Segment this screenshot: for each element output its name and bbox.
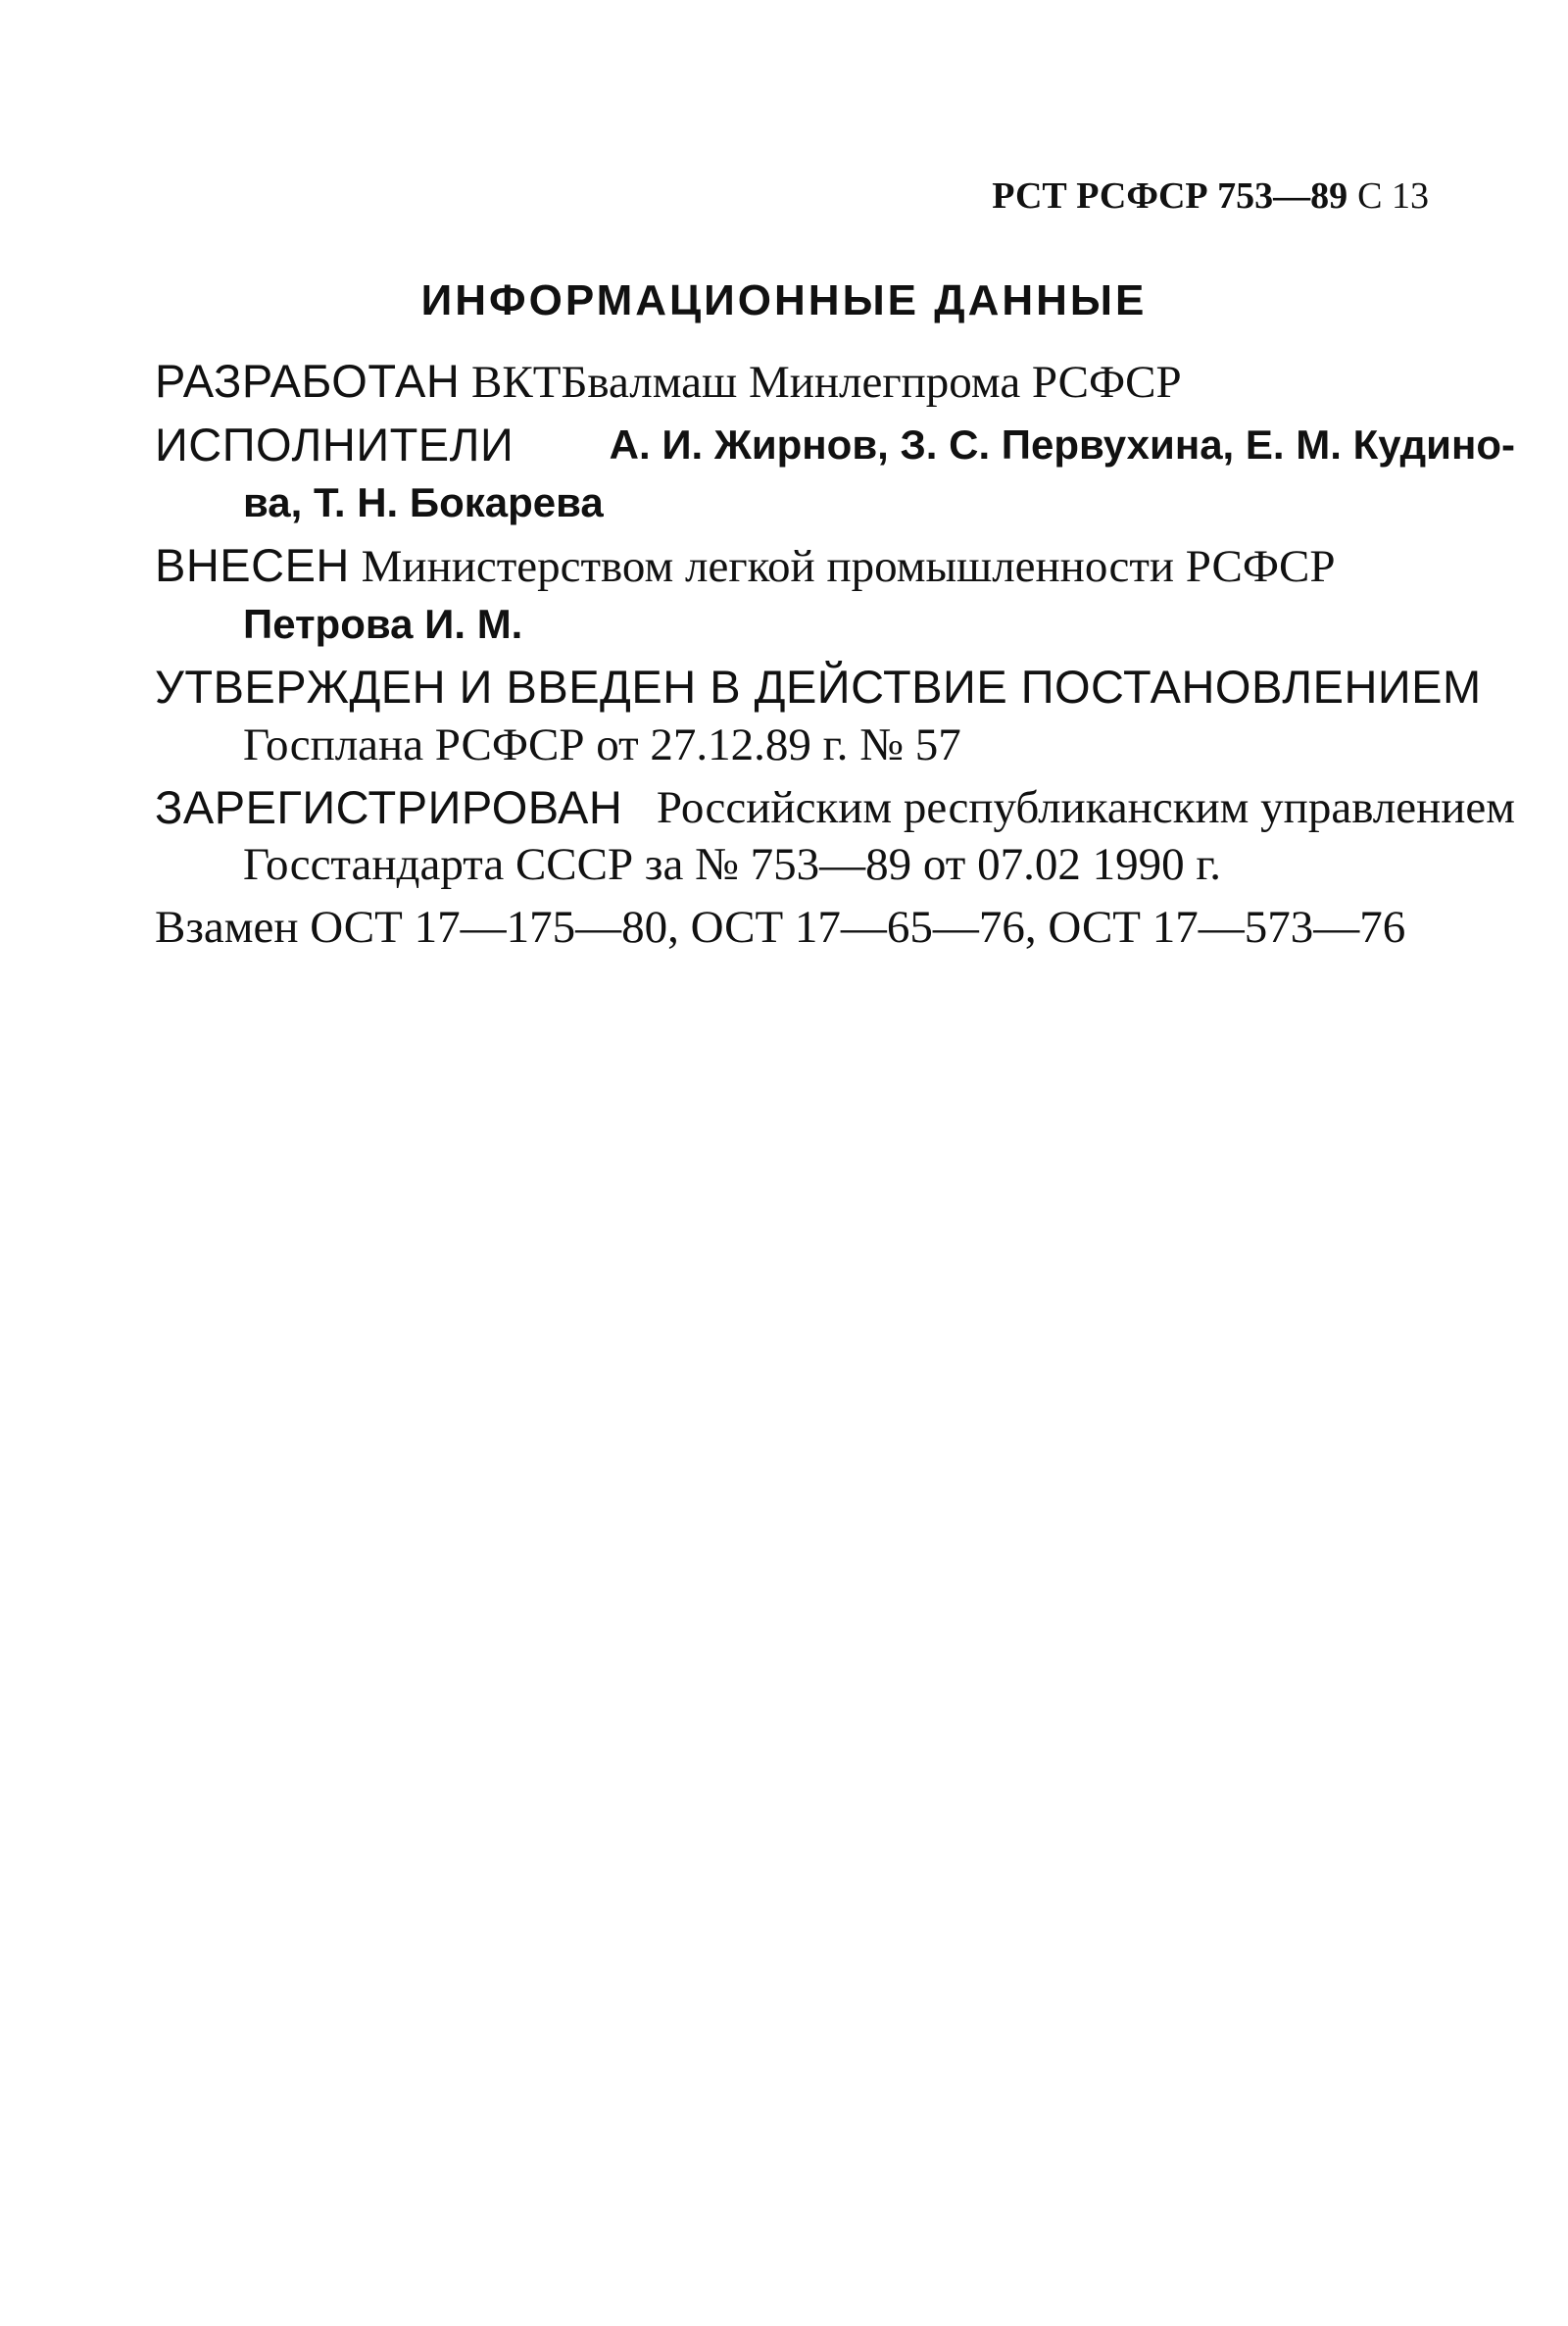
developed-value: ВКТБвалмаш Минлегпрома РСФСР: [471, 357, 1182, 408]
entry-developed: [155, 353, 1515, 411]
developed-key: РАЗРАБОТАН: [155, 355, 461, 407]
page-header: [992, 174, 1429, 218]
entry-executors: [155, 417, 1515, 531]
entry-registered: [155, 779, 1515, 893]
replaces-text: Взамен ОСТ 17—175—80, ОСТ 17—65—76, ОСТ 17—573—76: [155, 902, 1406, 953]
entry-replaces: [155, 899, 1515, 956]
executors-key: ИСПОЛНИТЕЛИ: [155, 419, 514, 470]
registered-line-2: Госстандарта СССР за № 753—89 от 07.02 1990 г.: [243, 839, 1222, 890]
registered-value: Российским республиканским управлением: [656, 782, 1515, 833]
info-entries: [155, 353, 1515, 962]
submitted-value: Министерством легкой промышленности РСФСР: [361, 541, 1336, 592]
executors-names-1: А. И. Жирнов, З. С. Первухина, Е. М. Кудино-: [609, 421, 1515, 468]
submitted-key: ВНЕСЕН: [155, 539, 350, 591]
approved-line-1: УТВЕРЖДЕН И ВВЕДЕН В ДЕЙСТВИЕ ПОСТАНОВЛЕНИЕМ: [155, 661, 1482, 713]
page-number: С 13: [1357, 175, 1429, 217]
executors-names-2: ва, Т. Н. Бокарева: [243, 479, 604, 525]
approved-line-2: Госплана РСФСР от 27.12.89 г. № 57: [243, 719, 961, 770]
submitted-person: Петрова И. М.: [243, 601, 523, 647]
entry-submitted: [155, 537, 1515, 653]
entry-approved: [155, 659, 1515, 773]
executors-line-1: [155, 417, 1515, 473]
registered-key: ЗАРЕГИСТРИРОВАН: [155, 781, 623, 833]
registered-line-1: [155, 779, 1515, 836]
standard-code: РСТ РСФСР 753—89: [992, 175, 1348, 217]
section-title: ИНФОРМАЦИОННЫЕ ДАННЫЕ: [420, 276, 1148, 324]
